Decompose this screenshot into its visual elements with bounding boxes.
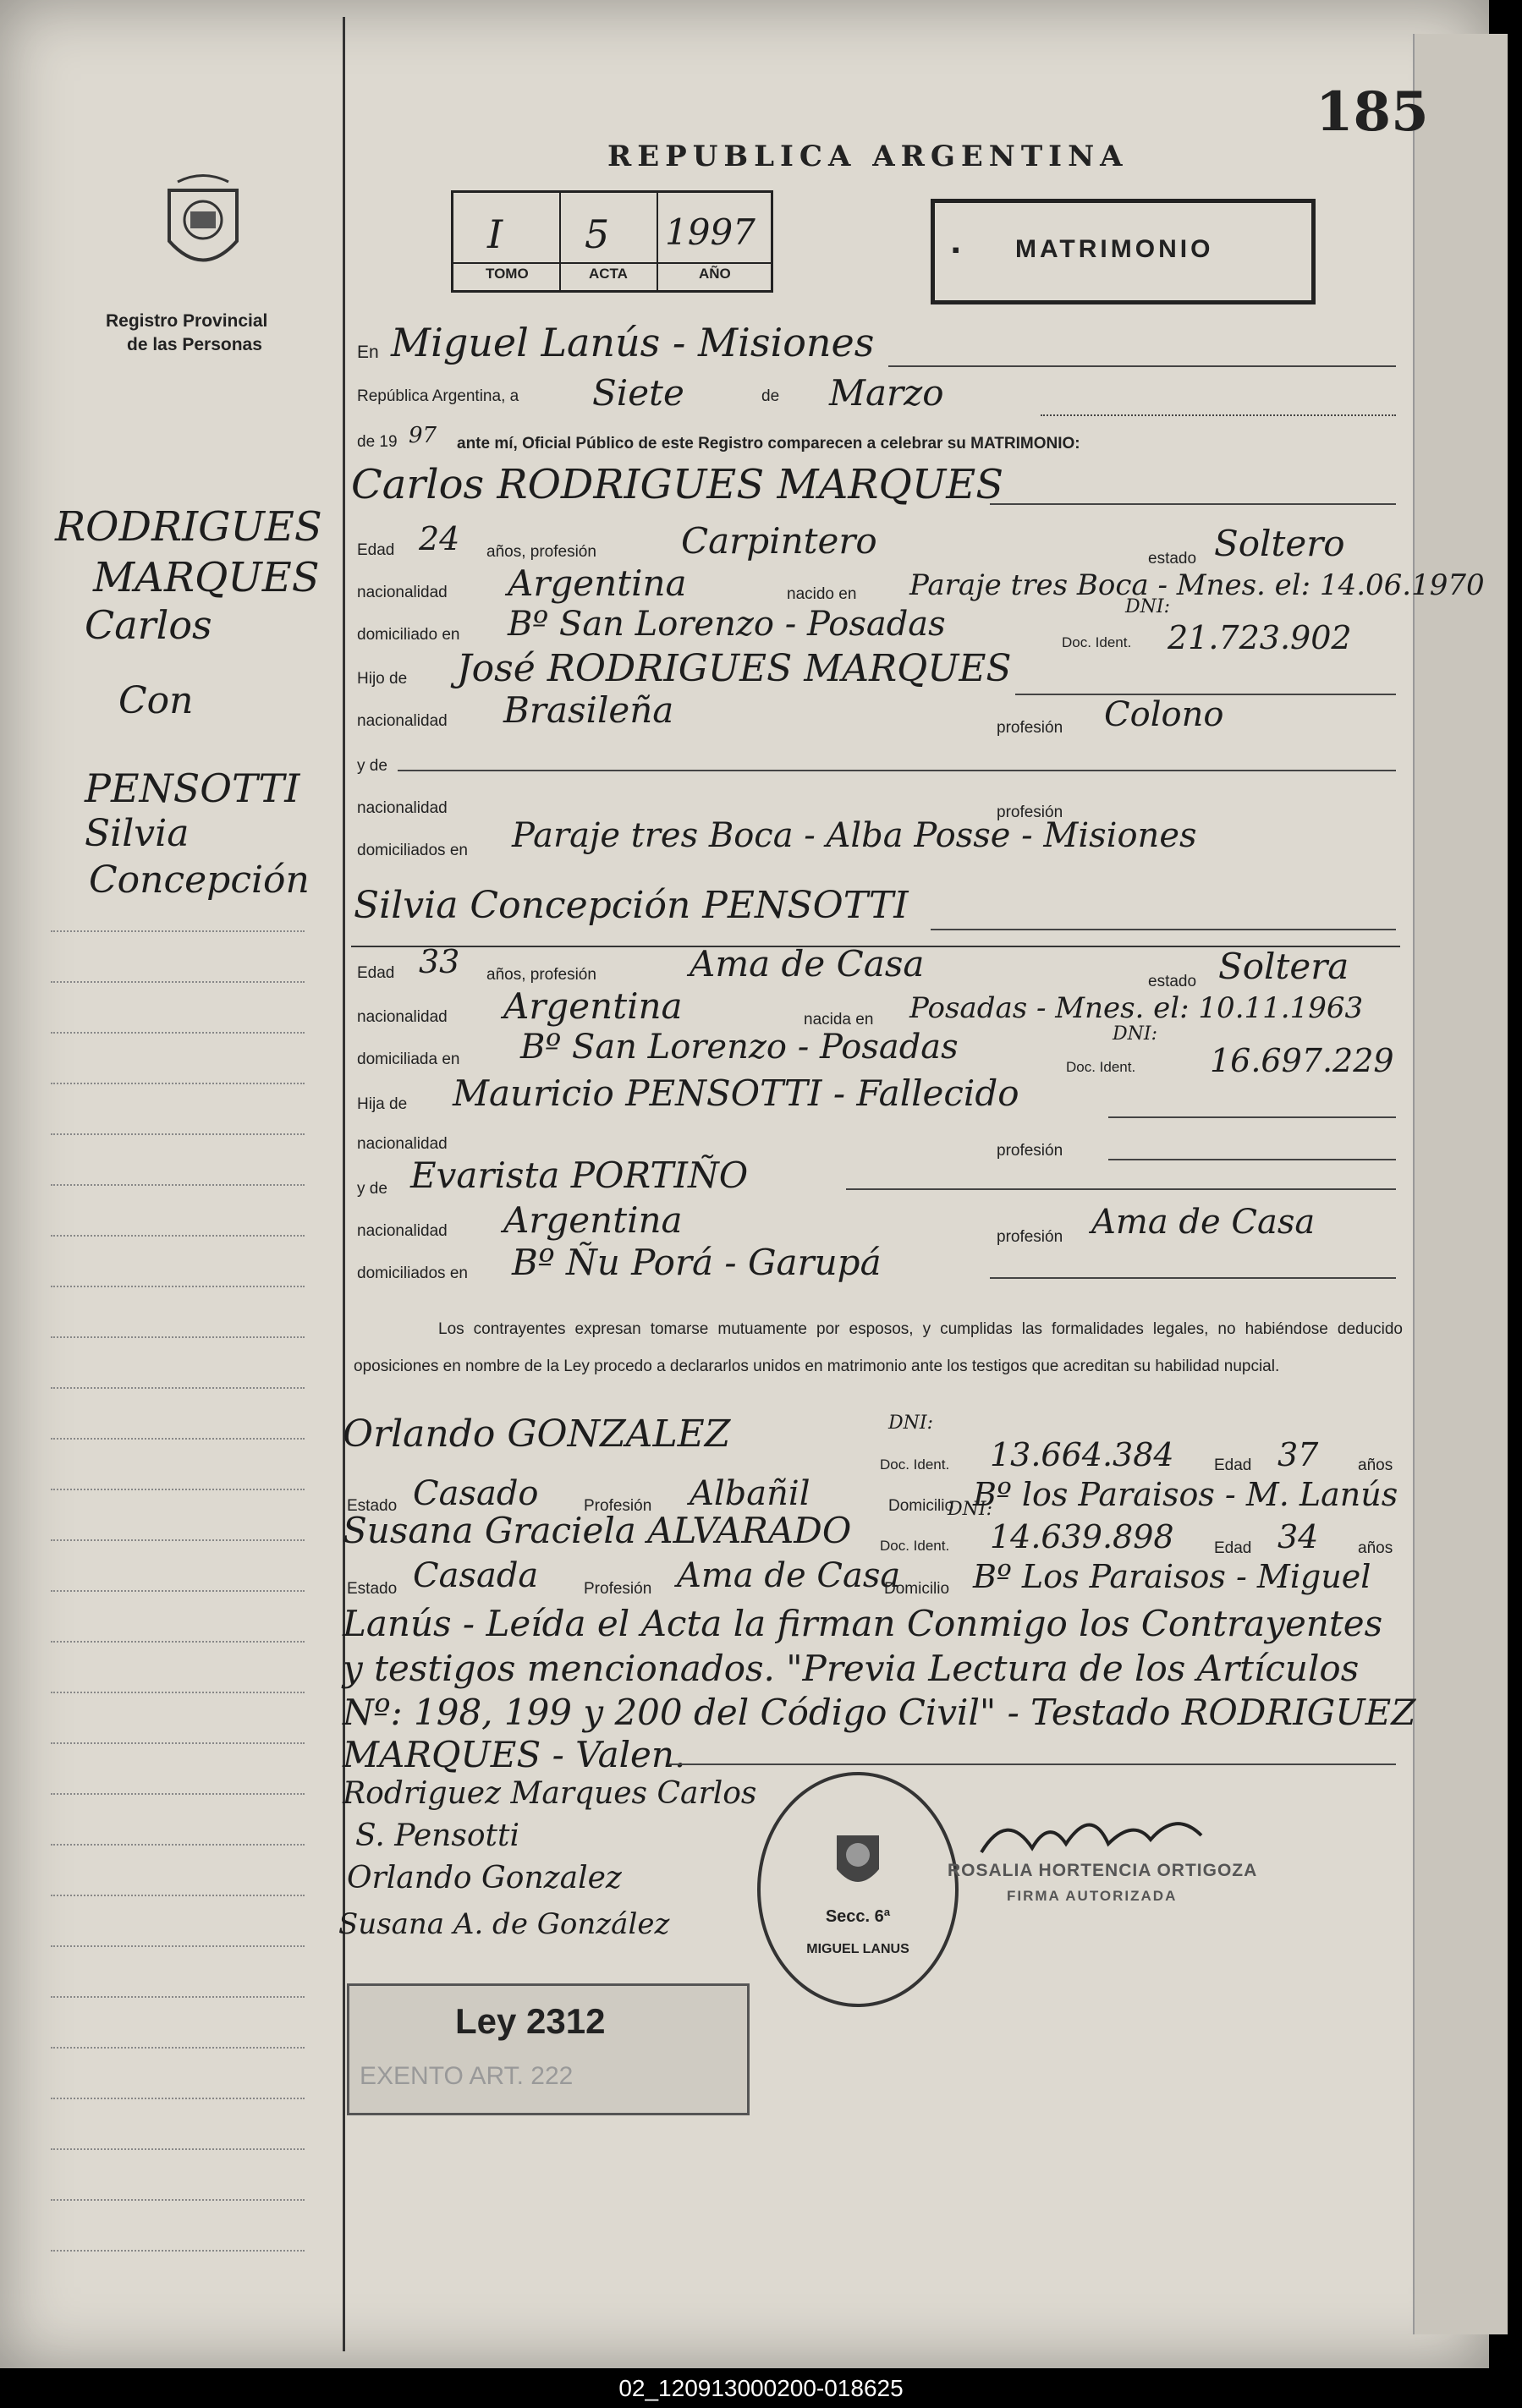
groom-domicilio: Bº San Lorenzo - Posadas xyxy=(508,605,946,644)
groom-estado-label: estado xyxy=(1148,550,1197,568)
groom-father-prof: Colono xyxy=(1104,695,1224,734)
witness1-name: Orlando GONZALEZ xyxy=(343,1412,731,1456)
bride-parents-dom: Bº Ñu Porá - Garupá xyxy=(512,1242,882,1283)
bride-estado: Soltera xyxy=(1218,946,1349,987)
ley-stamp-line2: EXENTO ART. 222 xyxy=(360,2062,574,2090)
witness1-edad-label: Edad xyxy=(1214,1456,1252,1474)
witness2-estado: Casada xyxy=(413,1556,539,1595)
closing-line1: Lanús - Leída el Acta la firman Conmigo los Contrayentes xyxy=(343,1603,1383,1644)
bride-doc: 16.697.229 xyxy=(1210,1042,1394,1079)
groom-father: José RODRIGUES MARQUES xyxy=(457,647,1012,690)
witness2-edad-label: Edad xyxy=(1214,1539,1252,1557)
groom-mother-prof-label: profesión xyxy=(997,804,1063,821)
bride-edad: 33 xyxy=(419,943,460,980)
signature-bride: S. Pensotti xyxy=(355,1818,519,1853)
groom-estado: Soltero xyxy=(1214,523,1345,564)
groom-profesion: Carpintero xyxy=(681,520,877,562)
groom-doc-label: Doc. Ident. xyxy=(1062,634,1132,650)
signature-witness1: Orlando Gonzalez xyxy=(347,1861,622,1895)
witness2-dni-tag: DNI: xyxy=(948,1499,992,1520)
intro-text: ante mí, Oficial Público de este Registro comparecen a celebrar su MATRIMONIO: xyxy=(457,435,1080,453)
bride-mother-prof: Ama de Casa xyxy=(1091,1203,1316,1242)
closing-line2: y testigos mencionados. "Previa Lectura de los Artículos xyxy=(343,1648,1360,1689)
bride-mother-nac-label: nacionalidad xyxy=(357,1222,448,1240)
registry-line1: Registro Provincial xyxy=(106,311,268,331)
groom-dni-tag: DNI: xyxy=(1125,596,1170,617)
record-type-box: ▪ MATRIMONIO xyxy=(931,199,1316,304)
groom-mother-nac-label: nacionalidad xyxy=(357,799,448,817)
stamp-seccion: Secc. 6ª xyxy=(825,1906,891,1926)
acta-label: ACTA xyxy=(589,266,628,282)
groom-y-de-label: y de xyxy=(357,757,387,775)
bride-mother-nac: Argentina xyxy=(503,1199,683,1241)
witness1-profesion-label: Profesión xyxy=(584,1497,652,1515)
witness1-doc: 13.664.384 xyxy=(990,1436,1174,1473)
bride-nacionalidad-label: nacionalidad xyxy=(357,1008,448,1026)
bride-hija-label: Hija de xyxy=(357,1095,408,1113)
groom-nacionalidad-label: nacionalidad xyxy=(357,584,448,601)
groom-father-nac-label: nacionalidad xyxy=(357,712,448,730)
witness1-prof: Albañil xyxy=(690,1474,810,1513)
margin-rule xyxy=(343,17,345,2351)
margin-note-con: Con xyxy=(118,679,194,722)
bride-domiciliada-label: domiciliada en xyxy=(357,1050,460,1068)
witness1-estado: Casado xyxy=(413,1474,539,1513)
bride-edad-label: Edad xyxy=(357,964,395,982)
ley-stamp-line1: Ley 2312 xyxy=(455,2001,606,2041)
witness1-dom: Bº los Paraisos - M. Lanús xyxy=(973,1476,1398,1513)
bride-dni-tag: DNI: xyxy=(1113,1023,1157,1045)
official-name: ROSALIA HORTENCIA ORTIGOZA xyxy=(948,1861,1258,1880)
bride-domicilio: Bº San Lorenzo - Posadas xyxy=(520,1028,959,1067)
bride-nacionalidad: Argentina xyxy=(503,985,683,1027)
coat-of-arms-icon xyxy=(152,173,254,283)
witness2-estado-label: Estado xyxy=(347,1580,398,1598)
folio-number: 185 xyxy=(1316,80,1429,144)
witness2-name: Susana Graciela ALVARADO xyxy=(343,1510,852,1551)
witness2-doc-label: Doc. Ident. xyxy=(880,1538,950,1554)
witness1-estado-label: Estado xyxy=(347,1497,398,1515)
ano-value: 1997 xyxy=(665,211,756,253)
witness2-anos-label: años xyxy=(1358,1539,1393,1557)
registry-line2: de las Personas xyxy=(127,335,262,354)
bride-y-de-label: y de xyxy=(357,1180,387,1198)
record-type: MATRIMONIO xyxy=(1015,235,1214,263)
bride-nacida: Posadas - Mnes. el: 10.11.1963 xyxy=(909,991,1364,1025)
next-page-edge xyxy=(1413,34,1508,2334)
bride-father: Mauricio PENSOTTI - Fallecido xyxy=(453,1072,1019,1114)
acta-value: 5 xyxy=(585,211,610,257)
closing-line3: Nº: 198, 199 y 200 del Código Civil" - Testado RODRIGUEZ xyxy=(343,1692,1416,1733)
groom-parents-dom: Paraje tres Boca - Alba Posse - Misiones xyxy=(512,816,1197,855)
month-value: Marzo xyxy=(829,372,944,414)
bride-father-nac-label: nacionalidad xyxy=(357,1135,448,1153)
official-round-stamp xyxy=(757,1772,959,2007)
groom-nacido-label: nacido en xyxy=(787,585,857,603)
groom-doc: 21.723.902 xyxy=(1168,619,1352,656)
bride-estado-label: estado xyxy=(1148,973,1197,990)
margin-column xyxy=(0,0,343,2368)
bride-mother-prof-label: profesión xyxy=(997,1228,1063,1246)
margin-note-surname1: RODRIGUES xyxy=(55,503,322,551)
bride-name: Silvia Concepción PENSOTTI xyxy=(354,884,909,927)
tomo-label: TOMO xyxy=(486,266,529,282)
closing-line4: MARQUES - Valen. xyxy=(343,1734,686,1775)
bride-doc-label: Doc. Ident. xyxy=(1066,1059,1136,1075)
margin-note-surname2: MARQUES xyxy=(93,554,320,601)
tomo-value: I xyxy=(487,211,503,257)
witness2-edad: 34 xyxy=(1277,1518,1319,1555)
witness2-doc: 14.639.898 xyxy=(990,1518,1174,1555)
stamp-seal-icon xyxy=(820,1823,896,1899)
margin-note-given-name: Carlos xyxy=(85,602,212,648)
witness2-profesion-label: Profesión xyxy=(584,1580,652,1598)
groom-nacido: Paraje tres Boca - Mnes. el: 14.06.1970 xyxy=(909,568,1485,602)
signature-witness2: Susana A. de González xyxy=(338,1907,670,1941)
en-label: En xyxy=(357,343,379,362)
republica-label: República Argentina, a xyxy=(357,387,519,405)
image-id-caption: 02_120913000200-018625 xyxy=(0,2368,1522,2408)
witness1-anos-label: años xyxy=(1358,1456,1393,1474)
bride-father-prof-label: profesión xyxy=(997,1142,1063,1160)
witness1-doc-label: Doc. Ident. xyxy=(880,1456,950,1473)
groom-edad-label: Edad xyxy=(357,541,395,559)
day-value: Siete xyxy=(592,372,684,414)
groom-hijo-label: Hijo de xyxy=(357,670,408,688)
groom-edad: 24 xyxy=(419,520,460,557)
witness1-domicilio-label: Domicilio xyxy=(888,1497,954,1515)
bride-parents-dom-label: domiciliados en xyxy=(357,1264,468,1282)
declaration-text: Los contrayentes expresan tomarse mutuamente por esposos, y cumplidas las formalidades legales, no habiéndose deducido oposiciones en nombre de la Ley procedo a declararlos unidos en matrimonio ante los testigos que acreditan su habilidad nupcial. xyxy=(354,1320,1403,1375)
year-suffix: 97 xyxy=(409,423,437,448)
groom-nacionalidad: Argentina xyxy=(508,562,687,604)
bride-mother: Evarista PORTIÑO xyxy=(410,1155,749,1196)
bride-profesion: Ama de Casa xyxy=(690,943,925,985)
groom-father-nac: Brasileña xyxy=(503,689,674,731)
witness2-domicilio-label: Domicilio xyxy=(884,1580,950,1598)
groom-name: Carlos RODRIGUES MARQUES xyxy=(351,461,1004,508)
groom-domiciliado-label: domiciliado en xyxy=(357,626,460,644)
ano-label: AÑO xyxy=(699,266,731,282)
margin-note-bride-middle: Concepción xyxy=(89,858,310,902)
stamp-city: MIGUEL LANUS xyxy=(806,1941,909,1956)
tomo-acta-ano-box xyxy=(451,190,773,293)
official-title: FIRMA AUTORIZADA xyxy=(1007,1888,1178,1904)
margin-note-bride-name: Silvia xyxy=(85,812,190,855)
bride-nacida-label: nacida en xyxy=(804,1011,874,1028)
ley-stamp-box xyxy=(347,1983,750,2115)
groom-anos-label: años, profesión xyxy=(486,543,596,561)
bride-anos-label: años, profesión xyxy=(486,966,596,984)
de-label: de xyxy=(761,387,780,405)
margin-note-bride-surname: PENSOTTI xyxy=(85,765,300,811)
groom-father-prof-label: profesión xyxy=(997,719,1063,737)
witness1-edad: 37 xyxy=(1277,1436,1319,1473)
signature-groom: Rodriguez Marques Carlos xyxy=(343,1776,757,1811)
witness2-prof: Ama de Casa xyxy=(677,1556,901,1595)
place-value: Miguel Lanús - Misiones xyxy=(391,320,875,365)
year-prefix: de 19 xyxy=(357,433,398,451)
witness1-dni-tag: DNI: xyxy=(888,1412,933,1434)
witness2-dom: Bº Los Paraisos - Miguel xyxy=(973,1558,1371,1595)
groom-parents-dom-label: domiciliados en xyxy=(357,842,468,859)
country-heading: REPUBLICA ARGENTINA xyxy=(607,140,1129,173)
